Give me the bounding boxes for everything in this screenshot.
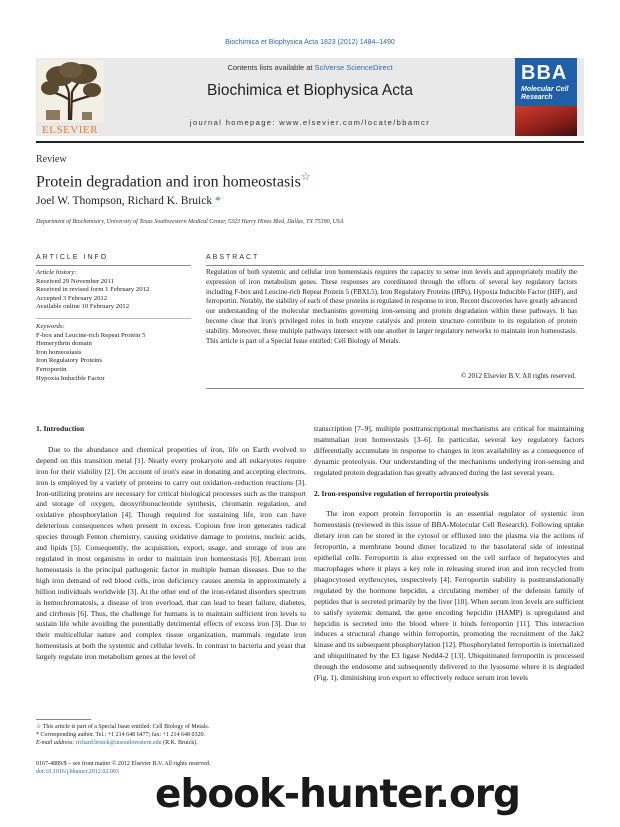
article-info-rule xyxy=(36,265,191,266)
special-issue-footnote: ☆ This article is part of a Special Issue entitled: Cell Biology of Metals. xyxy=(36,724,210,730)
affiliation: Department of Biochemistry, University of Texas Southwestern Medical Center, 5323 Harry Hines Blvd, Dallas, TX 75390, USA xyxy=(36,219,344,225)
keyword-item: Iron Regulatory Proteins xyxy=(36,357,103,365)
cover-title: BBA xyxy=(521,62,568,84)
article-title-text: Protein degradation and iron homeostasis xyxy=(36,173,301,191)
email-link[interactable]: richard.bruick@utsouthwestern.edu xyxy=(75,740,162,746)
author-list xyxy=(36,195,221,207)
article-info-heading: ARTICLE INFO xyxy=(36,254,109,261)
watermark: ebook-hunter.org xyxy=(155,772,520,817)
cover-image xyxy=(515,106,577,136)
journal-citation[interactable]: Biochimica et Biophysica Acta 1823 (2012) 1484–1490 xyxy=(225,39,395,46)
corresponding-author-footnote: * Corresponding author. Tel.: +1 214 648 6477; fax: +1 214 648 0320. xyxy=(36,732,206,738)
contents-prefix: Contents lists available at xyxy=(227,63,315,72)
history-item: Received 29 November 2011 xyxy=(36,277,114,285)
doi-link[interactable]: doi:10.1016/j.bbamcr.2012.02.003 xyxy=(36,769,119,775)
keywords-label: Keywords: xyxy=(36,323,65,330)
journal-homepage[interactable]: journal homepage: www.elsevier.com/locate/bbamcr xyxy=(189,118,431,127)
intro-paragraph: Due to the abundance and chemical properties of iron, life on Earth evolved to depend on this transition metal [1]. Nearly every prokaryote and all eukaryotes require iron for their viability [2]. On account of iron's ease in donating and accepting electrons, iron is employed by a variety of proteins to carry out oxidation–reduction reactions [3]. Iron-utilizing proteins are necessary for critical biological processes such as the transport and storage of oxygen, deoxyribonucleotide synthesis, chromatin regulation, and oxidative phosphorylation [4]. Though required for sustaining life, iron can have deleterious consequences when present in excess. Copious free iron generates radical species through Fenton chemistry, causing oxidative damage to proteins, nucleic acids, and lipids [5]. Consequently, the acquisition, export, usage, and storage of iron are regulated in most organisms in order to maintain iron homeostasis [6]. Aberrant iron homeostasis is the principal pathogenic factor in multiple human diseases. Due to the high iron demand of red blood cells, iron deficiency causes anemia in approximately a billion individuals worldwide [3]. At the other end of the iron-related disorders spectrum is hemochromatosis, a disease of iron overload, that can lead to heart failure, diabetes, and cirrhosis [6]. Thus, the challenge for humans is to maintain sufficient iron levels to sustain life while avoiding the potentially detrimental effects of excess iron [3]. Due to their multicellular nature and complex tissue organization, mammals regulate iron homeostasis at both the systemic and cellular levels. In contrast to bacteria and yeast that largely regulate iron metabolism genes at the level of xyxy=(36,444,306,662)
footnote-rule xyxy=(36,719,91,720)
history-label: Article history: xyxy=(36,269,77,276)
authors-text: Joel W. Thompson, Richard K. Bruick xyxy=(36,195,213,207)
info-separator xyxy=(36,318,191,319)
article-title xyxy=(36,170,311,191)
contents-available-line xyxy=(36,63,584,72)
abstract-heading: ABSTRACT xyxy=(206,254,260,261)
history-item: Accepted 3 February 2012 xyxy=(36,294,108,302)
keywords-block xyxy=(36,323,191,383)
abstract-text: Regulation of both systemic and cellular iron homeostasis requires the capacity to sense iron levels and appropriately modify the expression of iron metabolism genes. These responses are coordinated through the efforts of several key regulatory factors including F-box and Leucine-rich Repeat Protein 5 (FBXL5), Iron Regulatory Proteins (IRPs), Hypoxia Inducible Factor (HIF), and ferroportin. Notably, the stability of each of these proteins is regulated in response to iron. Recent discoveries have greatly advanced our understanding of the molecular mechanisms governing iron-sensing and protein degradation within these pathways. It has become clear that iron's privileged roles in both enzyme catalysis and protein structure contribute to its regulation of protein stability. Moreover, these multiple pathways intersect with one another in larger regulatory networks to maintain iron homeostasis. This article is part of a Special Issue entitled: Cell Biology of Metals. xyxy=(206,268,577,345)
left-column xyxy=(36,424,306,663)
email-label: E-mail address: xyxy=(36,740,75,746)
title-footnote-marker[interactable]: ☆ xyxy=(300,171,311,183)
right-column xyxy=(314,424,584,684)
abstract-copyright: © 2012 Elsevier B.V. All rights reserved. xyxy=(460,372,576,380)
footnotes xyxy=(36,723,306,747)
keyword-item: Ferroportin xyxy=(36,365,67,373)
cover-subtitle: Molecular Cell Research xyxy=(521,86,569,101)
abstract-bottom-rule xyxy=(206,388,584,389)
keyword-item: Iron homeostasis xyxy=(36,348,82,356)
email-footnote xyxy=(36,739,306,747)
history-item: Received in revised form 1 February 2012 xyxy=(36,286,150,294)
corresponding-author-marker[interactable]: * xyxy=(215,195,221,207)
issn-line: 0167-4889/$ – see front matter © 2012 Elsevier B.V. All rights reserved. xyxy=(36,761,211,767)
article-history xyxy=(36,269,191,312)
keyword-item: Hemerythrin domain xyxy=(36,340,92,348)
email-suffix: (R.K. Bruick). xyxy=(163,740,198,746)
section2-paragraph: The iron export protein ferroportin is an essential regulator of systemic iron homeostasis (reviewed in this issue of BBA-Molecular Cell Research). Following uptake dietary iron can be stored in the cytosol or effluxed into the plasma via the actions of ferroportin, a membrane bound dimer localized to the basolateral side of intestinal epithelial cells. Ferroportin is also expressed on the cell surface of hepatocytes and macrophages where it plays a key role in releasing stored iron and iron recycled from phagocytosed erythrocytes, respectively [4]. Ferroportin stability is posttranslationally regulated by the hormone hepcidin, a circulating member of the defensin family of peptides that is secreted primarily by the liver [10]. When serum iron levels are sufficient to satisfy systemic demand, the gene encoding hepcidin (HAMP) is upregulated and hepcidin is secreted into the blood where it binds ferroportin [11]. This interaction induces a structural change within ferroportin, promoting the recruitment of the Jak2 kinase and its subsequent phosphorylation [12]. Phosphorylated ferroportin is internalized and ubiquitinated by the E3 ligase Nedd4-2 [13]. Ubiquitinated ferroportin is processed through the endosome and subsequently delivered to the lysosome where it is degraded (Fig. 1), diminishing iron export to effectively reduce serum iron levels xyxy=(314,509,584,683)
keyword-item: Hypoxia Inducible Factor xyxy=(36,374,105,382)
history-item: Available online 10 February 2012 xyxy=(36,303,130,311)
elsevier-wordmark: ELSEVIER xyxy=(42,124,98,136)
journal-title: Biochimica et Biophysica Acta xyxy=(207,82,413,99)
article-type: Review xyxy=(36,154,67,165)
right-paragraph: transcription [7–9], multiple posttranscriptional mechanisms are critical for maintaining mammalian iron homeostasis [3–6]. In particular, several key regulatory factors differentially accumulate in response to changes in iron availability as a consequence of dynamic proteolysis. Our understanding of the mechanisms underlying iron-sensing and regulated protein degradation has greatly advanced during the last several years. xyxy=(314,424,584,477)
intro-heading: 1. Introduction xyxy=(36,424,85,433)
journal-cover-thumbnail[interactable] xyxy=(515,58,577,136)
section2-heading: 2. Iron-responsive regulation of ferroportin proteolysis xyxy=(314,488,489,498)
masthead-divider xyxy=(36,141,584,143)
abstract-rule xyxy=(206,265,584,266)
journal-masthead xyxy=(36,58,584,136)
sciencedirect-link[interactable]: SciVerse ScienceDirect xyxy=(314,63,393,72)
keyword-item: F-box and Leucine-rich Repeat Protein 5 xyxy=(36,331,146,339)
